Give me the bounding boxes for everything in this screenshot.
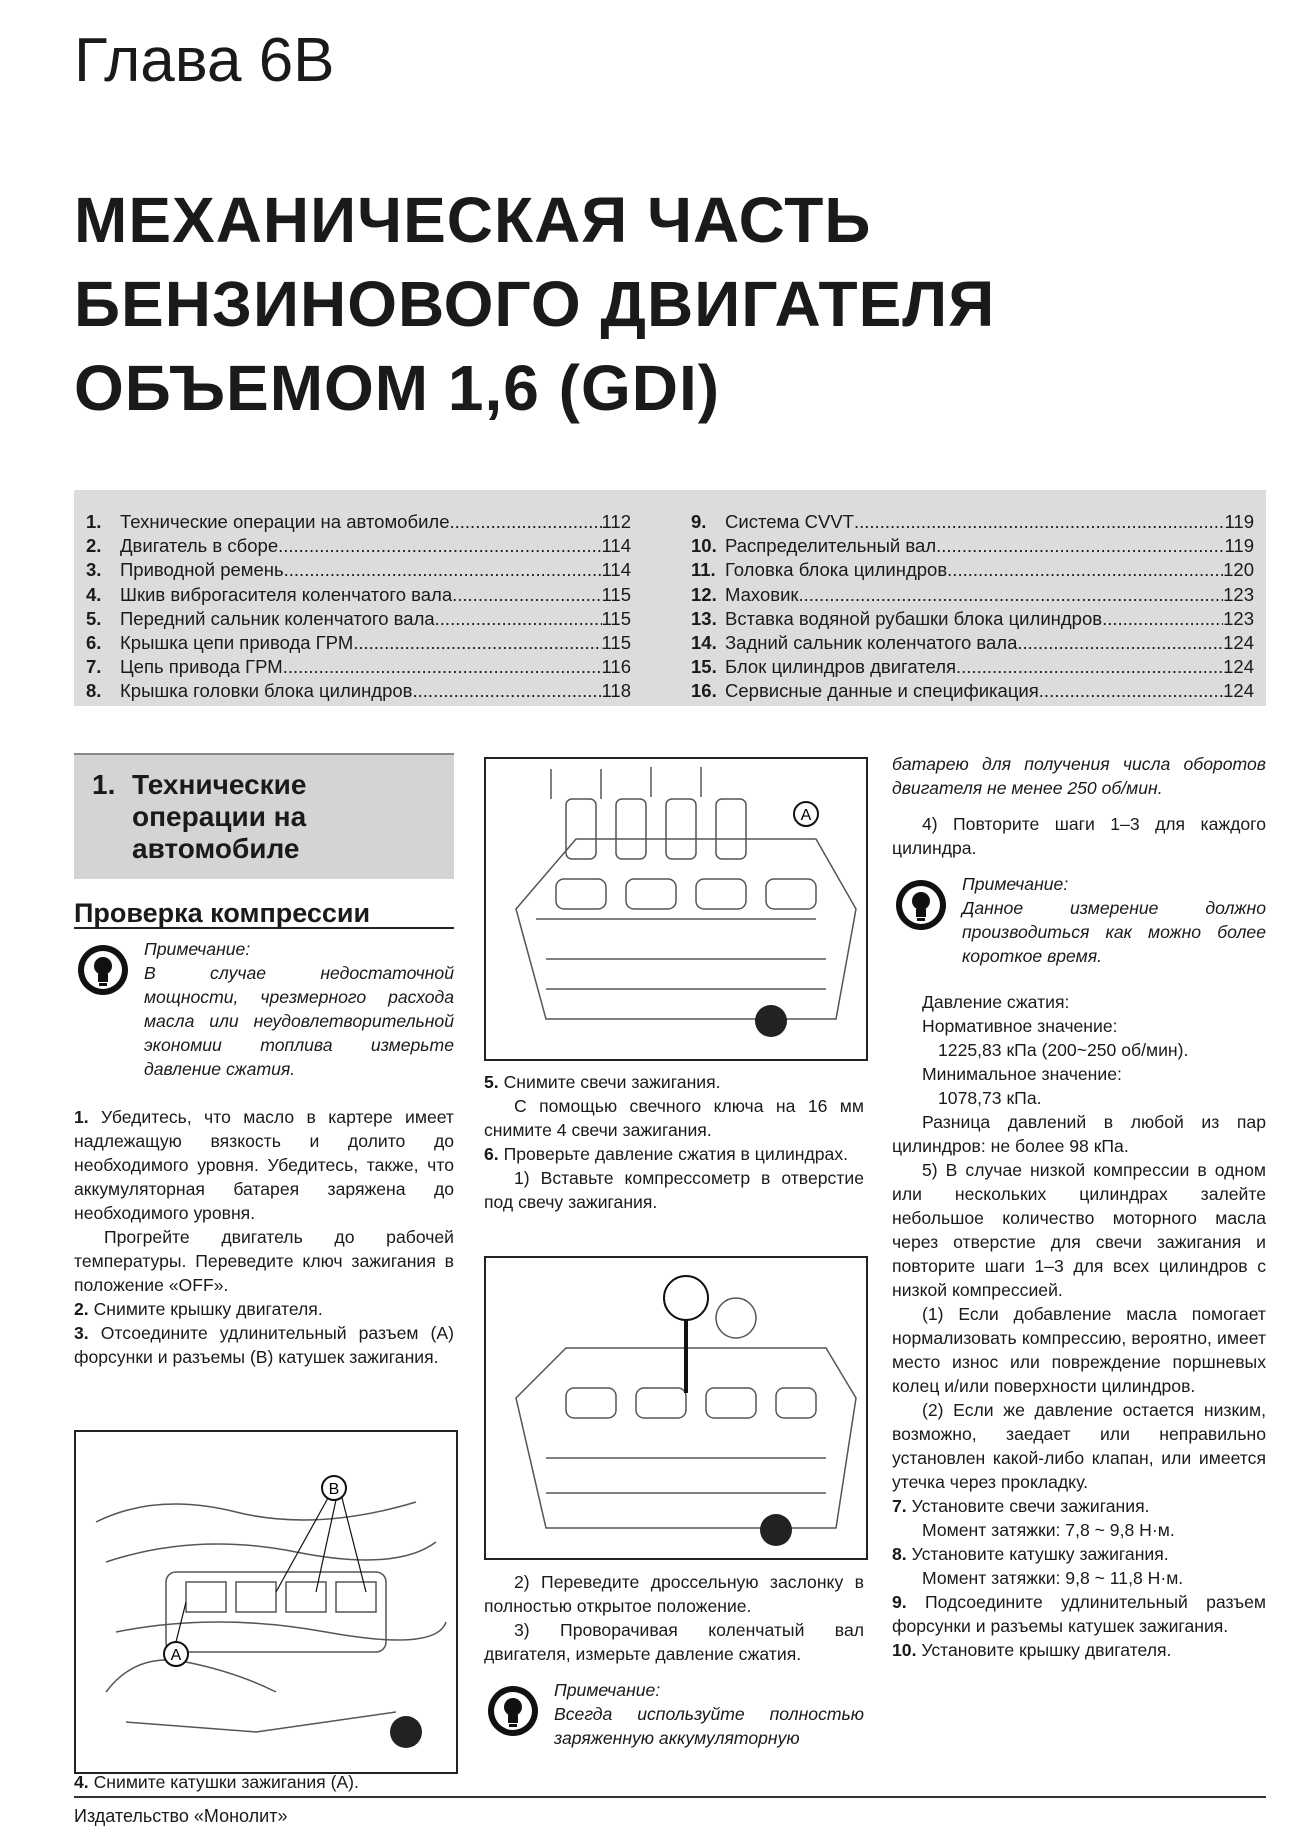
toc-page: 123 xyxy=(1223,607,1254,629)
callout-a: A xyxy=(170,1647,182,1664)
toc-leader-dots xyxy=(947,558,1223,582)
subheading: Проверка компрессии xyxy=(74,901,454,929)
toc-page: 124 xyxy=(1223,656,1254,678)
toc-page: 120 xyxy=(1223,559,1254,581)
figure-ignition-coils xyxy=(74,1430,458,1774)
step-text: Снимите катушки зажигания (А). xyxy=(93,1772,359,1792)
toc-leader-dots xyxy=(799,583,1224,607)
toc-leader-dots xyxy=(278,534,601,558)
step-number: 4. xyxy=(74,1772,89,1792)
toc-page: 124 xyxy=(1223,680,1254,702)
toc-number: 16. xyxy=(691,680,717,702)
title-line: ОБЪЕМОМ 1,6 (GDI) xyxy=(74,352,721,424)
toc-page: 118 xyxy=(601,680,631,702)
spec-text: Разница давлений в любой из пар цилиндров: не более 98 кПа. xyxy=(892,1112,1266,1156)
spec-value: 1225,83 кПа (200~250 об/мин). xyxy=(938,1040,1189,1060)
chapter-label: Глава 6В xyxy=(74,26,335,95)
toc-number: 10. xyxy=(691,535,717,557)
section-title: Технические операции на автомобиле xyxy=(132,769,307,864)
toc-entry xyxy=(86,583,631,607)
lightbulb-icon xyxy=(486,1684,540,1738)
note-label: Примечание: xyxy=(962,874,1069,894)
toc-page: 123 xyxy=(1223,583,1254,605)
step-number: 5. xyxy=(484,1072,499,1092)
step-number: 1. xyxy=(74,1107,89,1127)
step-text: Подсоедините удлинительный разъем форсунки и разъемы катушек зажигания. xyxy=(892,1592,1267,1636)
callout-a: A xyxy=(800,807,812,824)
spec-label: Минимальное значение: xyxy=(922,1064,1122,1084)
toc-number: 7. xyxy=(86,656,102,678)
publisher-footer: Издательство «Монолит» xyxy=(74,1806,288,1826)
column-2-text-bottom xyxy=(484,1570,864,1750)
toc-page: 124 xyxy=(1223,631,1254,653)
spec-value: 1078,73 кПа. xyxy=(938,1088,1042,1108)
step-text: Убедитесь, что масло в картере имеет надлежащую вязкость и долито до необходимого уровня. Убедитесь, также, что аккумуляторная батарея заряжена до необходимого уровня. xyxy=(74,1107,454,1223)
step-text: Прогрейте двигатель до рабочей температуры. Переведите ключ зажигания в положение «OFF». xyxy=(74,1227,454,1295)
toc-page: 115 xyxy=(601,607,631,629)
note-block xyxy=(74,937,454,1081)
toc-label: Крышка головки блока цилиндров xyxy=(120,680,413,702)
toc-leader-dots xyxy=(435,607,602,631)
step-text: 5) В случае низкой компрессии в одном или нескольких цилиндрах залейте небольшое количество моторного масла через отверстие для свечи зажигания и повторите шаги 1–3 для всех цилиндров с низкой компрессией. xyxy=(892,1160,1266,1300)
toc-label: Задний сальник коленчатого вала xyxy=(725,631,1018,653)
figure-compression-gauge xyxy=(484,1256,868,1560)
step-number: 9. xyxy=(892,1592,907,1612)
toc-entry xyxy=(86,510,631,534)
figure-coil-removal xyxy=(484,757,868,1061)
toc-number: 14. xyxy=(691,631,717,653)
title-line: МЕХАНИЧЕСКАЯ ЧАСТЬ xyxy=(74,184,872,256)
spec-label: Давление сжатия: xyxy=(922,992,1070,1012)
toc-entry xyxy=(86,558,631,582)
toc-label: Крышка цепи привода ГРМ xyxy=(120,631,354,653)
toc-entry xyxy=(691,631,1254,655)
toc-label: Приводной ремень xyxy=(120,559,284,581)
toc-number: 8. xyxy=(86,680,102,702)
toc-leader-dots xyxy=(452,583,601,607)
toc-number: 6. xyxy=(86,631,102,653)
toc-entry xyxy=(691,558,1254,582)
step-text: 2) Переведите дроссельную заслонку в полностью открытое положение. xyxy=(484,1572,864,1616)
note-continuation: батарею для получения числа оборотов двигателя не менее 250 об/мин. xyxy=(892,754,1266,798)
column-3 xyxy=(892,752,1266,1662)
note-block xyxy=(484,1678,864,1750)
step-number: 2. xyxy=(74,1299,89,1319)
toc-label: Двигатель в сборе xyxy=(120,535,279,557)
step-text: Отсоедините удлинительный разъем (А) форсунки и разъемы (В) катушек зажигания. xyxy=(74,1323,454,1367)
toc-label: Блок цилиндров двигателя xyxy=(725,656,957,678)
note-text: Данное измерение должно производиться как можно более короткое время. xyxy=(962,898,1266,966)
toc-entry xyxy=(86,679,631,703)
toc-leader-dots xyxy=(450,510,602,534)
step-text: Проверьте давление сжатия в цилиндрах. xyxy=(503,1144,849,1164)
lightbulb-icon xyxy=(76,943,130,997)
toc-number: 1. xyxy=(86,511,102,532)
toc-label: Цепь привода ГРМ xyxy=(120,656,283,678)
toc-column-right xyxy=(691,510,1254,704)
toc-label: Шкив виброгасителя коленчатого вала xyxy=(120,583,453,605)
footer-divider xyxy=(74,1796,1266,1798)
step-text: Установите крышку двигателя. xyxy=(921,1640,1172,1660)
toc-entry xyxy=(86,655,631,679)
toc-leader-dots xyxy=(1039,679,1223,703)
toc-leader-dots xyxy=(854,510,1225,534)
toc-leader-dots xyxy=(1102,607,1223,631)
toc-leader-dots xyxy=(956,655,1223,679)
torque-spec: Момент затяжки: 9,8 ~ 11,8 Н·м. xyxy=(922,1568,1184,1588)
toc-number: 13. xyxy=(691,607,717,629)
toc-page: 112 xyxy=(601,511,631,532)
step-number: 7. xyxy=(892,1496,907,1516)
toc-page: 115 xyxy=(601,583,631,605)
section-number: 1. xyxy=(92,769,116,800)
toc-entry xyxy=(691,607,1254,631)
engine-diagram xyxy=(486,1258,866,1558)
step-text: 4) Повторите шаги 1–3 для каждого цилиндра. xyxy=(892,814,1266,858)
engine-diagram xyxy=(76,1432,456,1772)
toc-label: Технические операции на автомобиле xyxy=(120,511,450,532)
step-4 xyxy=(74,1770,454,1794)
note-label: Примечание: xyxy=(144,939,251,959)
toc-label: Маховик xyxy=(725,583,799,605)
toc-column-left xyxy=(86,510,631,704)
toc-entry xyxy=(691,510,1254,534)
step-text: (1) Если добавление масла помогает нормализовать компрессию, вероятно, имеет место износ или повреждение поршневых колец и/или поверхности цилиндров. xyxy=(892,1304,1266,1396)
step-number: 6. xyxy=(484,1144,499,1164)
step-text: (2) Если же давление остается низким, возможно, заедает или неправильно установлен какой-либо клапан, или имеется утечка через прокладку. xyxy=(892,1400,1266,1492)
toc-page: 119 xyxy=(1224,511,1254,532)
toc-leader-dots xyxy=(413,679,602,703)
toc-label: Сервисные данные и спецификация xyxy=(725,680,1039,702)
toc-label: Передний сальник коленчатого вала xyxy=(120,607,435,629)
toc-entry xyxy=(691,655,1254,679)
toc-entry xyxy=(86,534,631,558)
toc-leader-dots xyxy=(284,558,602,582)
note-text: В случае недостаточной мощности, чрезмерного расхода масла или неудовлетворительной экономии топлива измерьте давление сжатия. xyxy=(144,963,454,1079)
toc-number: 12. xyxy=(691,583,717,605)
toc-page: 116 xyxy=(601,656,631,678)
step-text: 3) Проворачивая коленчатый вал двигателя, измерьте давление сжатия. xyxy=(484,1620,864,1664)
column-2-text-top xyxy=(484,1070,864,1214)
title-line: БЕНЗИНОВОГО ДВИГАТЕЛЯ xyxy=(74,268,996,340)
note-text: Всегда используйте полностью заряженную аккумуляторную xyxy=(554,1704,864,1748)
toc-entry xyxy=(691,534,1254,558)
toc-leader-dots xyxy=(283,655,602,679)
toc-number: 15. xyxy=(691,656,717,678)
page-title xyxy=(74,178,995,430)
section-heading xyxy=(74,753,454,879)
toc-label: Распределительный вал xyxy=(725,535,937,557)
torque-spec: Момент затяжки: 7,8 ~ 9,8 Н·м. xyxy=(922,1520,1175,1540)
toc-leader-dots xyxy=(1017,631,1223,655)
lightbulb-icon xyxy=(894,878,948,932)
table-of-contents xyxy=(74,490,1266,706)
step-number: 3. xyxy=(74,1323,89,1343)
toc-page: 119 xyxy=(1224,535,1254,557)
step-text: Снимите свечи зажигания. xyxy=(503,1072,721,1092)
engine-diagram xyxy=(486,759,866,1059)
note-block xyxy=(892,872,1266,968)
toc-number: 11. xyxy=(691,559,716,581)
toc-entry xyxy=(86,607,631,631)
toc-number: 9. xyxy=(691,511,707,532)
step-text: Установите катушку зажигания. xyxy=(911,1544,1169,1564)
toc-label: Головка блока цилиндров xyxy=(725,559,948,581)
toc-entry xyxy=(691,583,1254,607)
step-text: 1) Вставьте компрессометр в отверстие под свечу зажигания. xyxy=(484,1168,864,1212)
toc-leader-dots xyxy=(353,631,601,655)
toc-page: 114 xyxy=(601,535,631,557)
toc-label: Вставка водяной рубашки блока цилиндров xyxy=(725,607,1103,629)
step-text: Установите свечи зажигания. xyxy=(911,1496,1150,1516)
step-number: 10. xyxy=(892,1640,917,1660)
callout-b: B xyxy=(328,1481,340,1498)
toc-entry xyxy=(691,679,1254,703)
toc-page: 115 xyxy=(601,631,631,653)
toc-number: 5. xyxy=(86,607,102,629)
column-1 xyxy=(74,753,454,1369)
toc-number: 4. xyxy=(86,583,102,605)
toc-leader-dots xyxy=(936,534,1224,558)
step-text: С помощью свечного ключа на 16 мм снимите 4 свечи зажигания. xyxy=(484,1096,864,1140)
toc-number: 2. xyxy=(86,535,102,557)
note-label: Примечание: xyxy=(554,1680,661,1700)
toc-number: 3. xyxy=(86,559,102,581)
toc-entry xyxy=(86,631,631,655)
step-text: Снимите крышку двигателя. xyxy=(93,1299,323,1319)
step-number: 8. xyxy=(892,1544,907,1564)
toc-page: 114 xyxy=(601,559,631,581)
toc-label: Система CVVT xyxy=(725,511,854,532)
spec-label: Нормативное значение: xyxy=(922,1016,1118,1036)
